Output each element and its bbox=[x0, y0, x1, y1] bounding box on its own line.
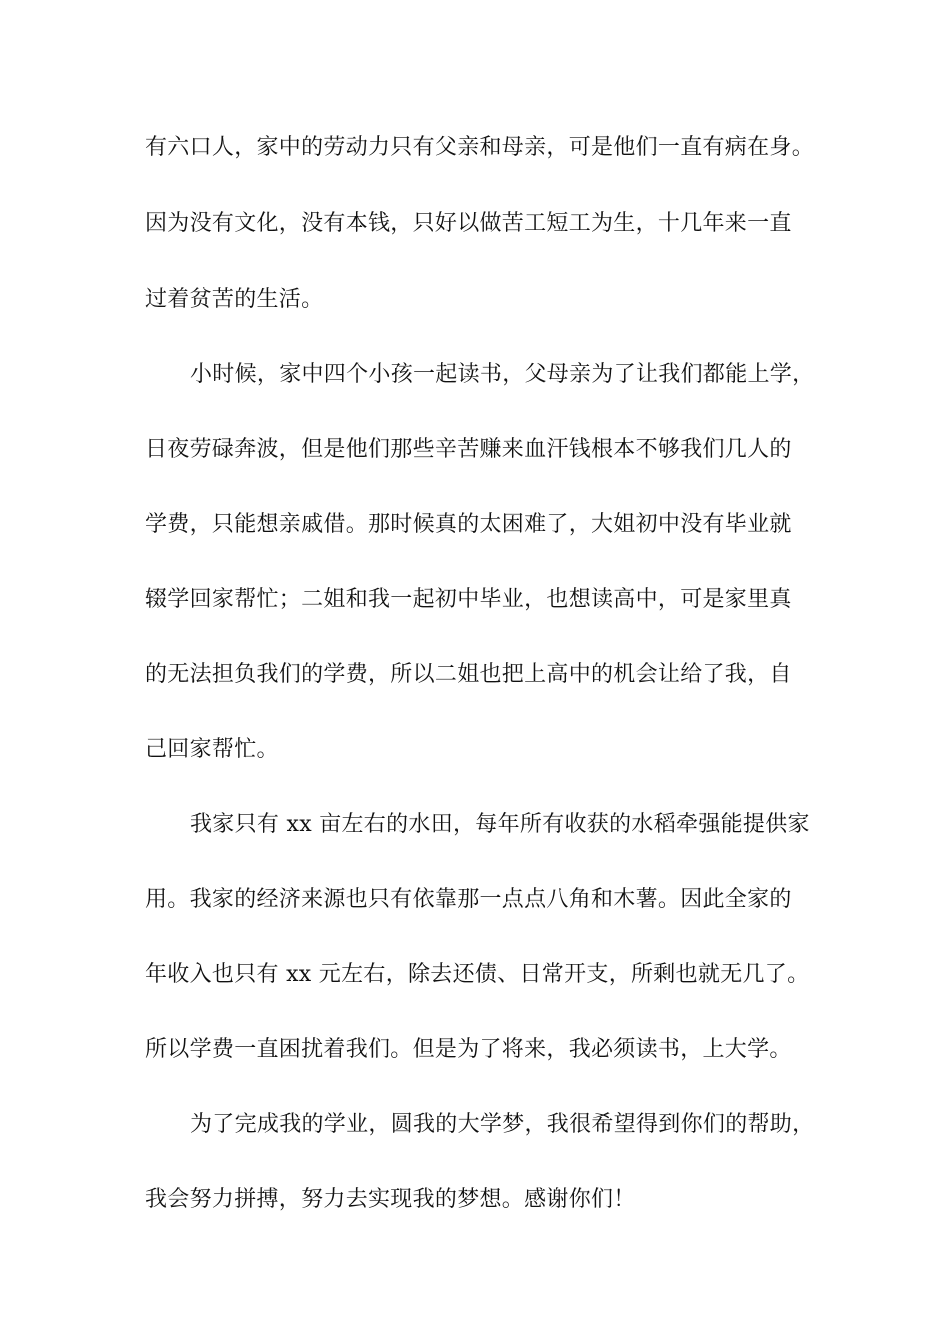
text-line: 因为没有文化，没有本钱，只好以做苦工短工为生，十几年来一直 bbox=[145, 211, 792, 236]
text-line: 辍学回家帮忙；二姐和我一起初中毕业，也想读高中，可是家里真 bbox=[145, 587, 792, 612]
text-line: 日夜劳碌奔波，但是他们那些辛苦赚来血汗钱根本不够我们几人的 bbox=[145, 437, 792, 462]
text-line: 的无法担负我们的学费，所以二姐也把上高中的机会让给了我，自 bbox=[145, 662, 792, 687]
text-line: 我会努力拼搏，努力去实现我的梦想。感谢你们！ bbox=[145, 1187, 636, 1212]
paragraph-first-line: 我家只有 xx 亩左右的水田，每年所有收获的水稻牵强能提供家 bbox=[190, 812, 810, 837]
text-line: 学费，只能想亲戚借。那时候真的太困难了，大姐初中没有毕业就 bbox=[145, 512, 792, 537]
text-line: 过着贫苦的生活。 bbox=[145, 287, 324, 312]
paragraph-first-line: 为了完成我的学业，圆我的大学梦，我很希望得到你们的帮助， bbox=[190, 1112, 815, 1137]
text-line: 年收入也只有 xx 元左右，除去还债、日常开支，所剩也就无几了。 bbox=[145, 962, 810, 987]
text-line: 用。我家的经济来源也只有依靠那一点点八角和木薯。因此全家的 bbox=[145, 887, 792, 912]
text-line: 己回家帮忙。 bbox=[145, 737, 279, 762]
text-line: 所以学费一直困扰着我们。但是为了将来，我必须读书，上大学。 bbox=[145, 1037, 792, 1062]
text-line: 有六口人，家中的劳动力只有父亲和母亲，可是他们一直有病在身。 bbox=[145, 135, 815, 160]
paragraph-first-line: 小时候，家中四个小孩一起读书，父母亲为了让我们都能上学， bbox=[190, 362, 815, 387]
